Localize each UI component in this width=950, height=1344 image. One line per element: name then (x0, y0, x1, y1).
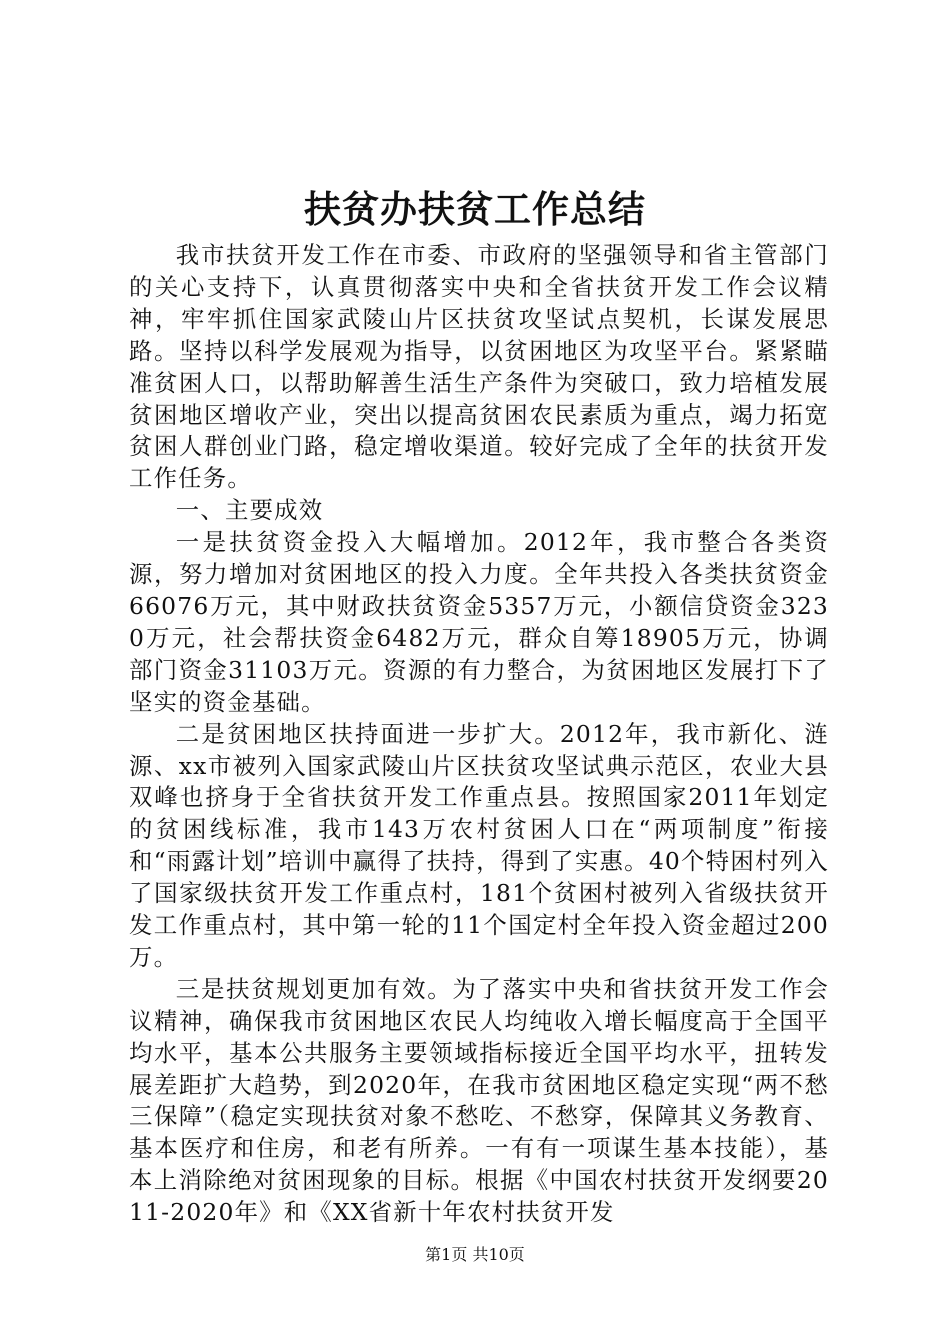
page-indicator: 第1页 共10页 (425, 1245, 525, 1264)
paragraph-funding-increase: 一是扶贫资金投入大幅增加。2012年，我市整合各类资源，努力增加对贫困地区的投入力度。全年共投入各类扶贫资金66076万元，其中财政扶贫资金5357万元，小额信贷资金3230万元，社会帮扶资金6482万元，群众自筹18905万元，协调部门资金31103万元。资源的有力整合，为贫困地区发展打下了坚实的资金基础。 (129, 528, 829, 716)
paragraph-planning-effective: 三是扶贫规划更加有效。为了落实中央和省扶贫开发工作会议精神，确保我市贫困地区农民人均纯收入增长幅度高于全国平均水平，基本公共服务主要领域指标接近全国平均水平，扭转发展差距扩大趋势，到2020年，在我市贫困地区稳定实现“两不愁三保障”（稳定实现扶贫对象不愁吃、不愁穿，保障其义务教育、基本医疗和住房，和老有所养。一有有一项谋生基本技能），基本上消除绝对贫困现象的目标。根据《中国农村扶贫开发纲要2011-2020年》和《XX省新十年农村扶贫开发 (129, 974, 829, 1227)
section-heading-main-results: 一、主要成效 (175, 496, 324, 525)
page-footer (0, 1244, 950, 1266)
paragraph-support-expansion: 二是贫困地区扶持面进一步扩大。2012年，我市新化、涟源、xx市被列入国家武陵山片区扶贫攻坚试典示范区，农业大县双峰也挤身于全省扶贫开发工作重点县。按照国家2011年划定的贫困线标准，我市143万农村贫困人口在“两项制度”衔接和“雨露计划”培训中赢得了扶持，得到了实惠。40个特困村列入了国家级扶贫开发工作重点村，181个贫困村被列入省级扶贫开发工作重点村，其中第一轮的11个国定村全年投入资金超过200万。 (129, 719, 829, 971)
document-body (129, 240, 829, 1229)
intro-paragraph: 我市扶贫开发工作在市委、市政府的坚强领导和省主管部门的关心支持下，认真贯彻落实中央和全省扶贫开发工作会议精神，牢牢抓住国家武陵山片区扶贫攻坚试点契机，长谋发展思路。坚持以科学发展观为指导，以贫困地区为攻坚平台。紧紧瞄准贫困人口，以帮助解善生活生产条件为突破口，致力培植发展贫困地区增收产业，突出以提高贫困农民素质为重点，竭力拓宽贫困人群创业门路，稳定增收渠道。较好完成了全年的扶贫开发工作任务。 (129, 241, 829, 493)
document-title: 扶贫办扶贫工作总结 (304, 188, 646, 231)
